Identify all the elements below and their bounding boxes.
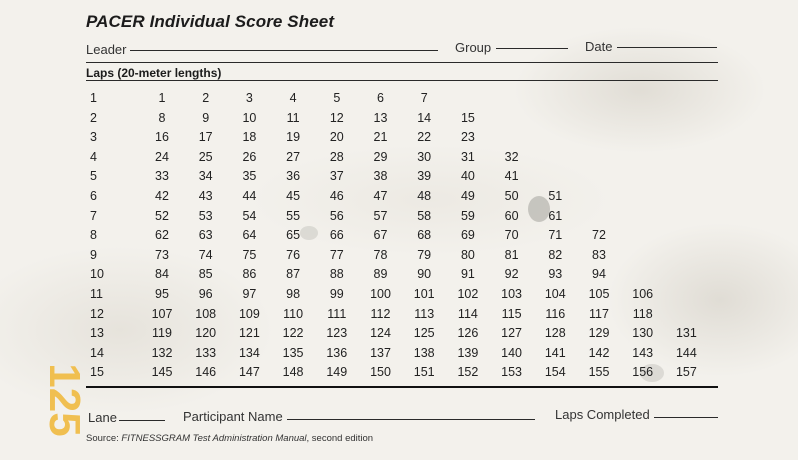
lap-number[interactable]: 85 [198,267,213,282]
source-title: FITNESSGRAM Test Administration Manual [121,433,307,444]
stage-number: 6 [90,189,97,203]
source-prefix: Source: [86,433,119,444]
lap-number[interactable]: 149 [326,365,348,380]
lap-number[interactable]: 8 [158,110,166,125]
lap-number[interactable]: 98 [286,287,301,301]
lap-number[interactable]: 30 [417,149,432,164]
lap-number[interactable]: 92 [504,267,519,282]
lap-number[interactable]: 116 [545,306,566,321]
stage-number: 7 [90,208,97,223]
stage-number: 12 [90,306,104,321]
lap-number[interactable]: 134 [238,345,260,360]
lap-number[interactable]: 112 [370,306,391,321]
lap-number[interactable]: 130 [632,326,654,341]
lap-number[interactable]: 66 [329,228,344,243]
lap-number[interactable]: 16 [155,130,169,145]
lap-number[interactable]: 110 [283,306,304,321]
lap-number[interactable]: 138 [413,345,435,360]
lap-number[interactable]: 124 [370,326,391,341]
lap-number[interactable]: 27 [286,149,301,164]
lap-number[interactable]: 126 [457,326,479,341]
lap-number[interactable]: 28 [329,149,344,164]
stage-number: 2 [90,110,97,125]
lap-number[interactable]: 79 [417,247,432,262]
lap-number[interactable]: 154 [544,365,566,380]
lap-number[interactable]: 48 [417,189,432,203]
stage-row [86,323,716,343]
lap-number[interactable]: 57 [373,208,388,223]
lap-number[interactable]: 23 [460,130,475,145]
lap-number[interactable]: 96 [198,287,213,301]
lap-number[interactable]: 43 [198,189,213,203]
lap-number[interactable]: 104 [544,287,566,301]
lap-number[interactable]: 121 [238,326,260,341]
lap-number[interactable]: 4 [289,91,297,105]
date-label: Date [585,39,613,54]
lap-number[interactable]: 99 [329,287,344,301]
lap-number[interactable]: 103 [501,287,523,301]
lap-number[interactable]: 36 [286,169,301,184]
lap-number[interactable]: 86 [242,267,257,282]
lap-number[interactable]: 78 [373,247,388,262]
lap-number[interactable]: 68 [417,228,432,243]
lap-number[interactable]: 12 [329,110,344,125]
lap-number[interactable]: 80 [460,247,475,262]
lap-number[interactable]: 155 [588,365,610,380]
lap-number[interactable]: 11 [286,110,300,125]
lap-number[interactable]: 53 [198,208,213,223]
lap-number[interactable]: 15 [460,110,475,125]
lap-number[interactable]: 76 [286,247,301,262]
lap-number[interactable]: 150 [370,365,391,380]
stage-number: 4 [90,149,97,164]
lap-number[interactable]: 117 [589,306,609,321]
lap-number[interactable]: 5 [333,91,341,105]
lap-number[interactable]: 153 [501,365,523,380]
lap-number[interactable]: 136 [326,345,348,360]
stage-number: 9 [90,247,97,262]
stage-number: 11 [90,287,103,301]
lap-number[interactable]: 90 [417,267,432,282]
leader-label: Leader [86,42,127,57]
lap-number[interactable]: 52 [155,208,169,223]
laps-table [86,88,716,384]
lap-number[interactable]: 33 [155,169,169,184]
lap-number[interactable]: 151 [413,365,435,380]
stage-row [86,284,716,304]
lap-number[interactable]: 6 [377,91,384,105]
lap-number[interactable]: 17 [198,130,213,145]
source-citation [86,433,373,444]
lap-number[interactable]: 133 [195,345,217,360]
lap-number[interactable]: 142 [588,345,610,360]
lap-number[interactable]: 32 [504,149,519,164]
leader-field[interactable] [130,50,438,51]
lap-number[interactable]: 132 [151,345,173,360]
lap-number[interactable]: 122 [282,326,304,341]
lap-number[interactable]: 34 [198,169,213,184]
lap-number[interactable]: 84 [155,267,169,282]
date-field[interactable] [617,47,717,48]
stage-row [86,127,716,147]
stage-row [86,147,716,167]
lap-number[interactable]: 42 [155,189,169,203]
lap-number[interactable]: 70 [504,228,519,243]
stage-row [86,206,716,226]
lap-number[interactable]: 64 [242,228,257,243]
lap-number[interactable]: 59 [460,208,475,223]
lap-number[interactable]: 67 [373,228,388,243]
group-label: Group [455,40,492,55]
lap-number[interactable]: 35 [242,169,257,184]
lap-number[interactable]: 140 [501,345,523,360]
lap-number[interactable]: 102 [457,287,479,301]
lap-number[interactable]: 54 [242,208,257,223]
lap-number[interactable]: 147 [238,365,260,380]
lap-number[interactable]: 60 [504,208,519,223]
lap-number[interactable]: 115 [501,306,522,321]
lap-number[interactable]: 137 [370,345,391,360]
lap-number[interactable]: 144 [675,345,697,360]
lap-number[interactable]: 82 [548,247,563,262]
lap-number[interactable]: 37 [329,169,344,184]
lap-number[interactable]: 19 [286,130,301,145]
lap-number[interactable]: 118 [632,306,653,321]
lap-number[interactable]: 7 [420,91,428,105]
lap-number[interactable]: 3 [245,91,253,105]
lap-number[interactable]: 40 [460,169,475,184]
lap-number[interactable]: 22 [417,130,432,145]
page-number: 125 [40,363,89,437]
lap-number[interactable]: 88 [329,267,344,282]
stage-row [86,225,716,245]
lap-number[interactable]: 91 [460,267,475,282]
lap-number[interactable]: 87 [286,267,301,282]
lap-number[interactable]: 125 [413,326,435,341]
lap-number[interactable]: 61 [548,208,563,223]
lap-number[interactable]: 58 [417,208,432,223]
lap-number[interactable]: 51 [548,189,563,203]
lap-number[interactable]: 46 [329,189,344,203]
lap-number[interactable]: 1 [158,91,166,105]
lap-number[interactable]: 108 [195,306,217,321]
lap-number[interactable]: 10 [242,110,257,125]
lap-number[interactable]: 146 [195,365,217,380]
lap-number[interactable]: 101 [413,287,435,301]
lap-number[interactable]: 93 [548,267,563,282]
lap-number[interactable]: 9 [202,110,210,125]
lap-number[interactable]: 29 [373,149,388,164]
lap-number[interactable]: 120 [195,326,217,341]
lap-number[interactable]: 55 [286,208,301,223]
stage-number: 14 [90,345,104,360]
stage-row [86,264,716,284]
lap-number[interactable]: 129 [588,326,610,341]
laps-completed-field[interactable] [654,417,718,418]
stage-row [86,88,716,108]
lap-number[interactable]: 77 [329,247,344,262]
lap-number[interactable]: 128 [544,326,566,341]
lap-number[interactable]: 49 [460,189,475,203]
subheader-divider [86,80,718,81]
lap-number[interactable]: 38 [373,169,388,184]
lap-number[interactable]: 63 [198,228,213,243]
sheet-title: PACER Individual Score Sheet [86,12,335,31]
lap-number[interactable]: 106 [632,287,654,301]
lap-number[interactable]: 56 [329,208,344,223]
lap-number[interactable]: 74 [198,247,213,262]
lap-number[interactable]: 69 [460,228,475,243]
lap-number[interactable]: 24 [155,149,169,164]
lap-number[interactable]: 152 [457,365,479,380]
source-edition: , second edition [306,433,374,444]
stage-row [86,186,716,206]
lap-number[interactable]: 45 [286,189,301,203]
stage-row [86,304,716,324]
lap-number[interactable]: 20 [329,130,344,145]
stage-number: 3 [90,130,97,145]
lap-number[interactable]: 114 [457,306,478,321]
participant-name-field[interactable] [287,419,535,420]
lap-number[interactable]: 95 [155,287,169,301]
lap-number[interactable]: 26 [242,149,257,164]
stage-number: 5 [90,169,97,184]
lap-number[interactable]: 111 [327,306,347,321]
lap-number[interactable]: 135 [282,345,304,360]
lap-number[interactable]: 107 [151,306,173,321]
participant-name-label: Participant Name [183,409,283,424]
lap-number[interactable]: 50 [504,189,519,203]
lap-number[interactable]: 145 [151,365,173,380]
lap-number[interactable]: 81 [504,247,519,262]
lap-number[interactable]: 18 [242,130,257,145]
lane-label: Lane [88,410,117,425]
lap-number[interactable]: 123 [326,326,348,341]
lap-number[interactable]: 62 [155,228,169,243]
laps-subheader: Laps (20-meter lengths) [86,66,222,80]
lap-number[interactable]: 113 [414,306,435,321]
header-divider [86,62,718,63]
lap-number[interactable]: 89 [373,267,388,282]
lap-number[interactable]: 44 [242,189,257,203]
lap-number[interactable]: 156 [632,365,654,380]
stage-row [86,362,716,382]
lap-number[interactable]: 72 [592,228,606,243]
lap-number[interactable]: 148 [282,365,304,380]
lap-number[interactable]: 100 [370,287,391,301]
lap-number[interactable]: 127 [501,326,523,341]
group-field[interactable] [496,48,568,49]
lap-number[interactable]: 41 [504,169,519,184]
lap-number[interactable]: 21 [373,130,388,145]
stage-number: 8 [90,228,97,243]
lap-number[interactable]: 14 [417,110,432,125]
lap-number[interactable]: 131 [675,326,697,341]
stage-number: 13 [90,326,104,341]
lap-number[interactable]: 105 [588,287,610,301]
lane-field[interactable] [119,420,165,421]
lap-number[interactable]: 94 [592,267,606,282]
lap-number[interactable]: 141 [544,345,566,360]
stage-number: 1 [90,91,97,105]
stage-row [86,166,716,186]
lap-number[interactable]: 75 [242,247,257,262]
lap-number[interactable]: 2 [202,91,210,105]
lap-number[interactable]: 109 [238,306,260,321]
lap-number[interactable]: 71 [548,228,563,243]
stage-row [86,245,716,265]
stage-row [86,343,716,363]
stage-number: 10 [90,267,104,282]
table-bottom-rule [86,386,718,388]
lap-number[interactable]: 73 [155,247,169,262]
lap-number[interactable]: 13 [373,110,388,125]
lap-number[interactable]: 65 [286,228,301,243]
lap-number[interactable]: 143 [632,345,654,360]
lap-number[interactable]: 25 [198,149,213,164]
stage-row [86,108,716,128]
laps-completed-label: Laps Completed [555,407,650,422]
stage-number: 15 [90,365,104,380]
lap-number[interactable]: 39 [417,169,432,184]
lap-number[interactable]: 119 [152,326,172,341]
lap-number[interactable]: 139 [457,345,479,360]
lap-number[interactable]: 157 [675,365,697,380]
lap-number[interactable]: 97 [242,287,257,301]
lap-number[interactable]: 47 [373,189,388,203]
lap-number[interactable]: 31 [460,149,475,164]
lap-number[interactable]: 83 [592,247,606,262]
